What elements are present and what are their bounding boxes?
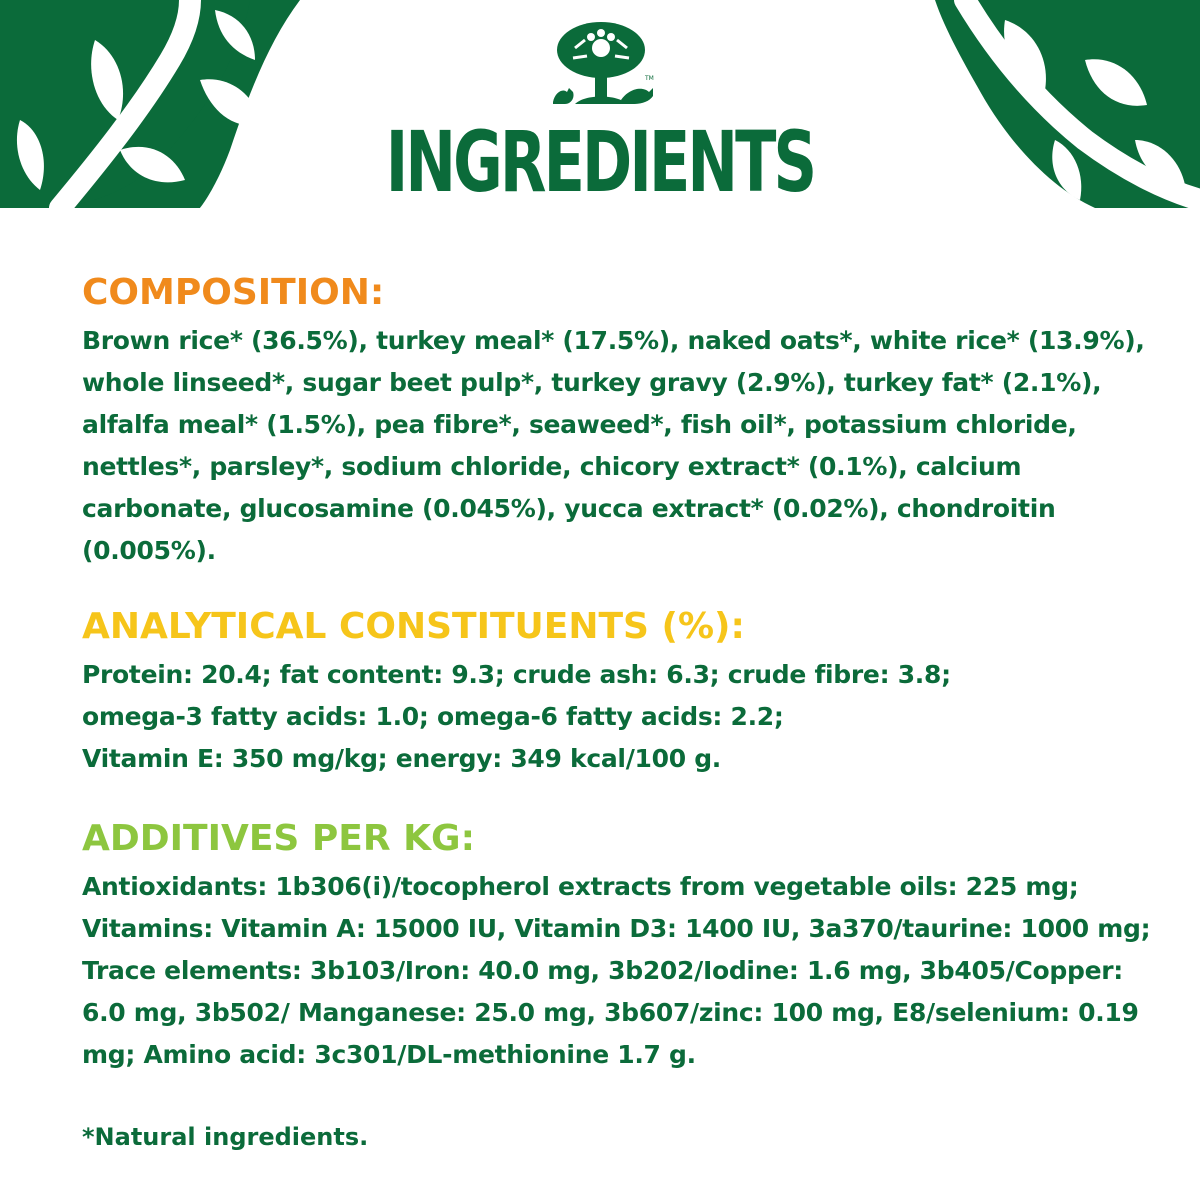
composition-heading: COMPOSITION: [82, 272, 385, 313]
svg-text:TM: TM [645, 75, 654, 82]
additives-section [82, 814, 1152, 1076]
composition-section [82, 268, 1152, 572]
analytical-line: Vitamin E: 350 mg/kg; energy: 349 kcal/100 g. [82, 744, 722, 773]
composition-text: Brown rice* (36.5%), turkey meal* (17.5%), naked oats*, white rice* (13.9%), whole linseed*, sugar beet pulp*, turkey gravy (2.9%), turkey fat* (2.1%), alfalfa meal* (1.5%), pea fibre*, seaweed*, fish oil*, potassium chloride, nettles*, parsley*, sodium chloride, chicory extract* (0.1%), calcium carbonate, glucosamine (0.045%), yucca extract* (0.02%), chondroitin (0.005%). [82, 326, 1145, 565]
analytical-line: omega-3 fatty acids: 1.0; omega-6 fatty acids: 2.2; [82, 702, 784, 731]
tree-with-cat-and-dog-logo-icon [545, 18, 657, 110]
additives-heading: ADDITIVES PER KG: [82, 818, 475, 859]
analytical-text [82, 654, 1152, 780]
footnote: *Natural ingredients. [82, 1123, 369, 1151]
additives-text: Antioxidants: 1b306(i)/tocopherol extracts from vegetable oils: 225 mg; Vitamins: Vitamin A: 15000 IU, Vitamin D3: 1400 IU, 3a370/taurine: 1000 mg; Trace elements: 3b103/Iron: 40.0 mg, 3b202/Iodine: 1.6 mg, 3b405/Copper: 6.0 mg, 3b502/ Manganese: 25.0 mg, 3b607/zinc: 100 mg, E8/selenium: 0.19 mg; Amino acid: 3c301/DL-methionine 1.7 g. [82, 872, 1151, 1069]
analytical-section [82, 602, 1152, 780]
analytical-line: Protein: 20.4; fat content: 9.3; crude ash: 6.3; crude fibre: 3.8; [82, 660, 951, 689]
analytical-heading: ANALYTICAL CONSTITUENTS (%): [82, 606, 745, 647]
page-title: INGREDIENTS [385, 113, 815, 211]
header-band [0, 0, 1200, 211]
